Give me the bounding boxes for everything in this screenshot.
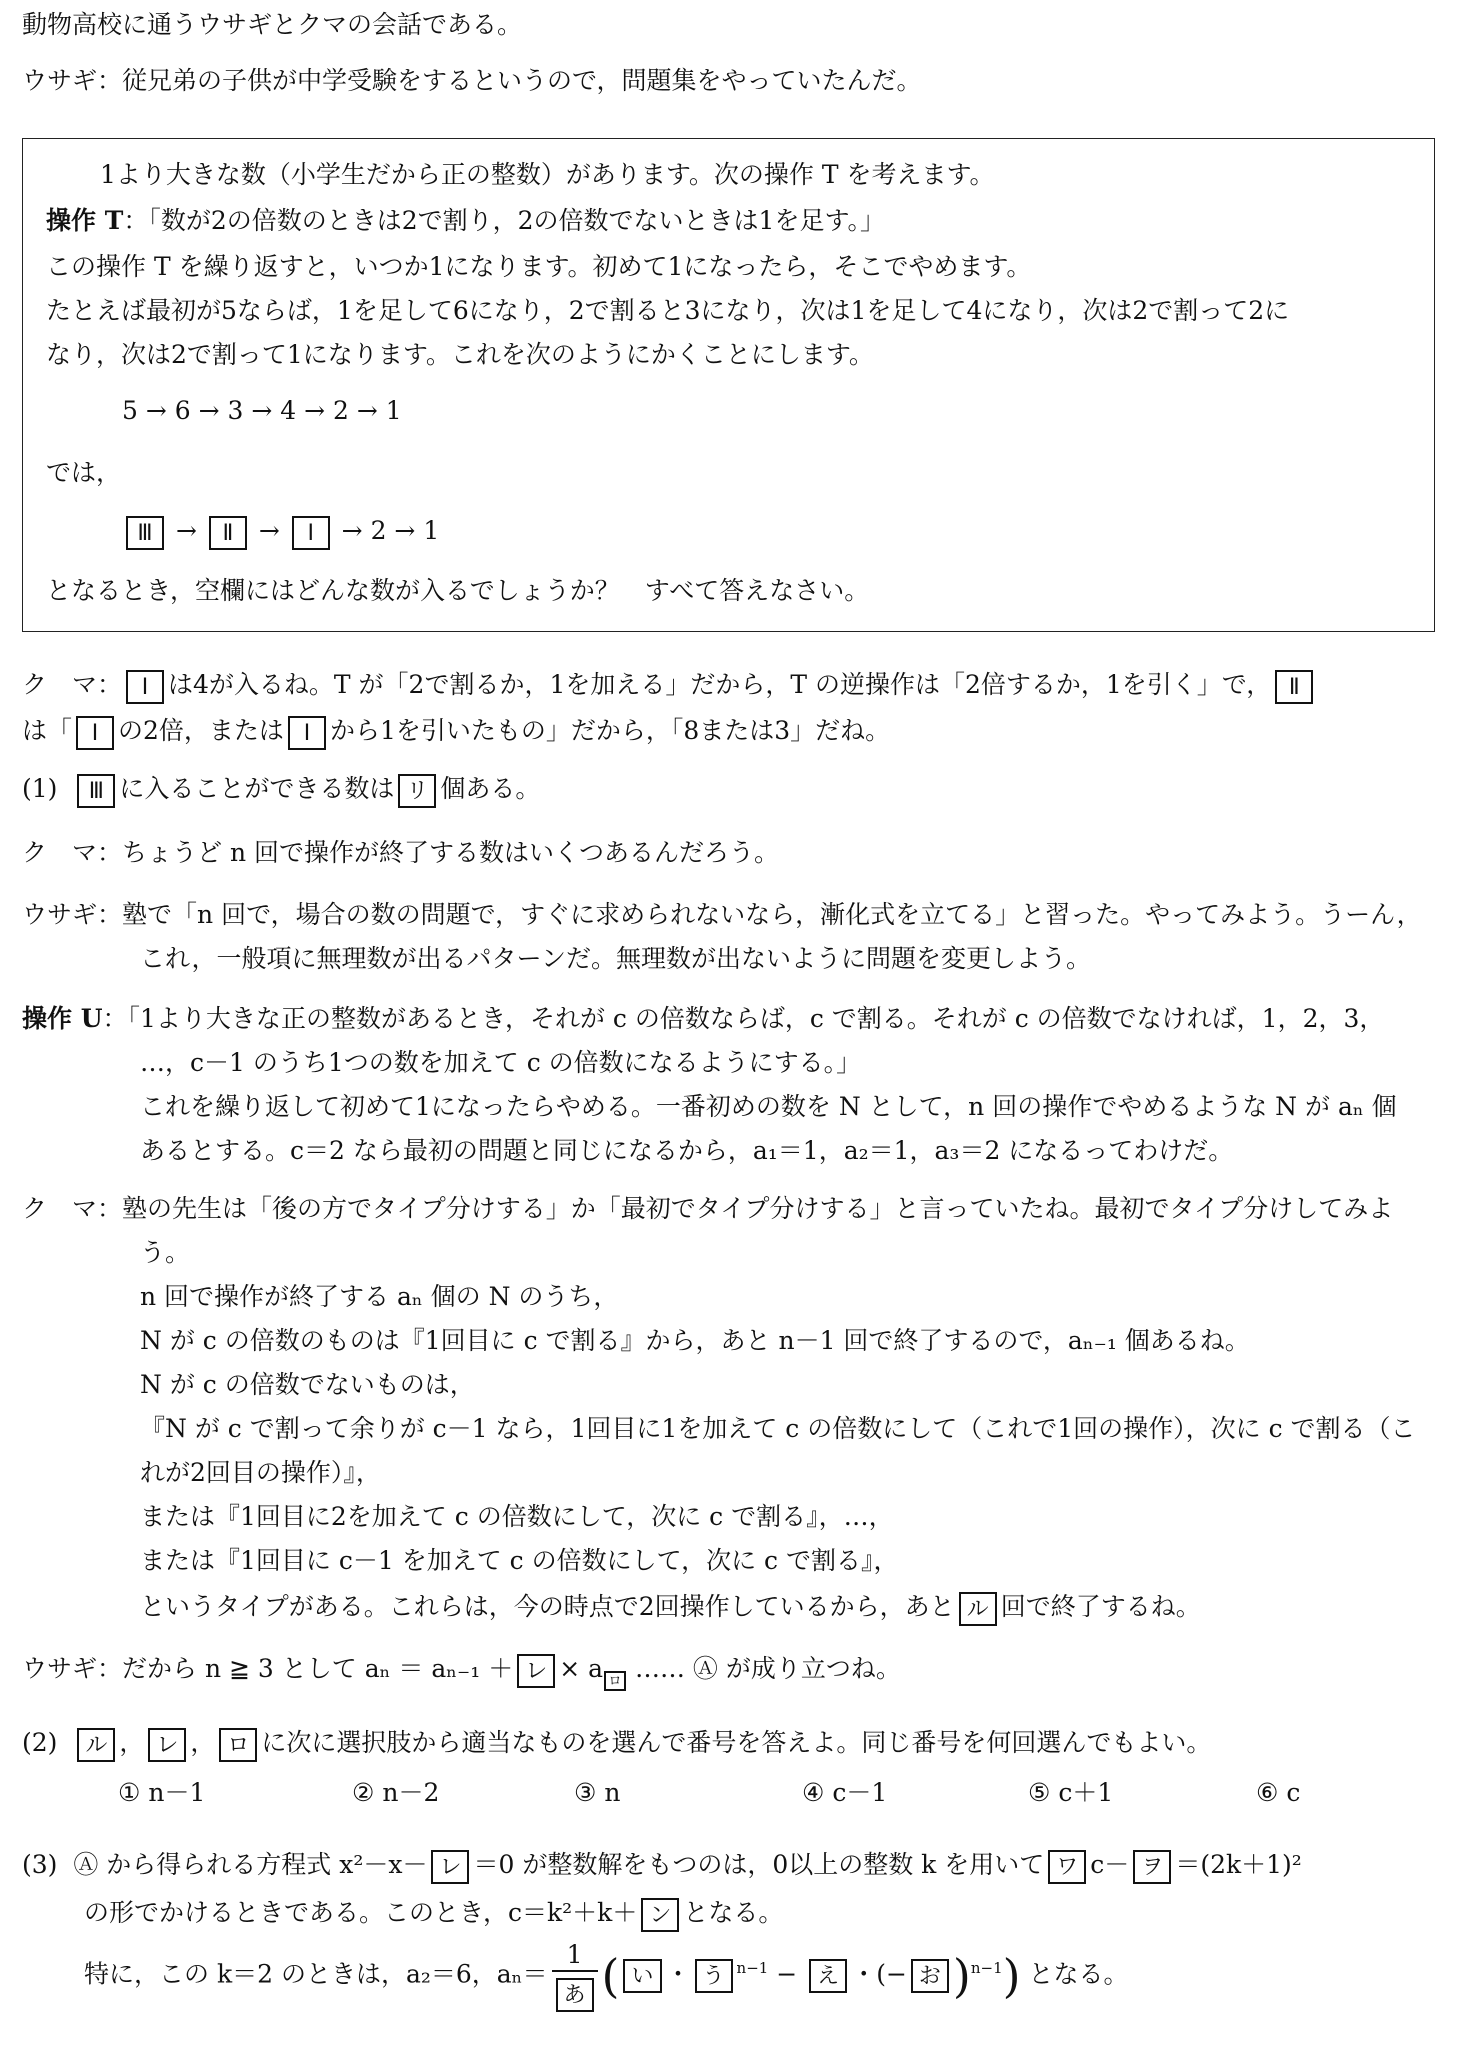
answer-box-ro: ロ — [219, 1728, 257, 1762]
minus: − — [776, 1959, 798, 1989]
question-text: となる。 — [683, 1898, 784, 1927]
kuma-text: 回で終了するね。 — [1000, 1592, 1201, 1621]
answer-box-n: ン — [641, 1898, 679, 1932]
exponent: n−1 — [970, 1958, 1003, 1977]
usagi-line-3 — [22, 1650, 901, 1691]
problem-then: では， — [46, 458, 122, 487]
answer-box-wo: ヲ — [1133, 1850, 1171, 1884]
kuma-text: というタイプがある。これらは，今の時点で2回操作しているから，あと — [140, 1592, 955, 1621]
kuma-line-6: n 回で操作が終了する aₙ 個の N のうち， — [140, 1282, 619, 1311]
blank-I: Ⅰ — [292, 516, 330, 550]
kuma-text: は「 — [22, 716, 73, 745]
question-text: の形でかけるときである。このとき，c＝k²＋k＋ — [84, 1898, 638, 1927]
answer-box-u: う — [695, 1959, 733, 1993]
kuma-line-7: N が c の倍数のものは『1回目に c で割る』から，あと n－1 回で終了するので，aₙ₋₁ 個あるね。 — [140, 1326, 1250, 1355]
answer-box-ru: ル — [77, 1728, 115, 1762]
answer-box-e: え — [809, 1959, 847, 1993]
blank-II: Ⅱ — [1275, 670, 1313, 704]
usagi-text: 塾で「n 回で，場合の数の問題で，すぐに求められないなら，漸化式を立てる」と習った。やってみよう。うーん， — [122, 900, 1422, 929]
blank-I: Ⅰ — [288, 716, 326, 750]
question-text: に次に選択肢から適当なものを選んで番号を答えよ。同じ番号を何回選んでもよい。 — [261, 1728, 1212, 1757]
kuma-text: ちょうど n 回で操作が終了する数はいくつあるんだろう。 — [122, 838, 780, 867]
operation-t-label: 操作 T — [46, 206, 124, 235]
answer-box-o: お — [911, 1959, 949, 1993]
answer-box-re: レ — [517, 1654, 555, 1688]
kuma-line-12: または『1回目に c－1 を加えて c の倍数にして，次に c で割る』， — [140, 1546, 899, 1575]
problem-line-5: なり，次は2で割って1になります。これを次のようにかくことにします。 — [46, 340, 874, 369]
kuma-line-5: う。 — [140, 1238, 191, 1267]
example-chain: 5 → 6 → 3 → 4 → 2 → 1 — [122, 396, 402, 425]
blank-chain — [122, 512, 439, 550]
question-text: となる。 — [1028, 1959, 1129, 1989]
speaker-usagi: ウサギ： — [22, 1654, 123, 1683]
kuma-line-1 — [22, 666, 1317, 704]
paren-right: ) — [952, 1948, 971, 2003]
answer-box-re: レ — [148, 1728, 186, 1762]
choice-3: ③ n — [574, 1778, 621, 1807]
question-number: (2) — [22, 1728, 58, 1757]
colon: ： — [102, 1004, 128, 1033]
kuma-line-13 — [140, 1588, 1201, 1626]
answer-box-a: あ — [556, 1978, 594, 2012]
neg-open: ・(− — [851, 1959, 907, 1989]
choice-1: ① n－1 — [118, 1778, 206, 1807]
answer-box-ro: ロ — [604, 1671, 626, 1691]
kuma-text: は4が入るね。T が「2で割るか，1を加える」だから，T の逆操作は「2倍するか，1を引く」で， — [168, 670, 1272, 699]
usagi-text: × a — [559, 1654, 604, 1683]
question-text: 特に，この k＝2 のときは，a₂＝6，aₙ＝ — [84, 1959, 548, 1989]
usagi-text: …… Ⓐ が成り立つね。 — [634, 1654, 901, 1683]
question-number: (1) — [22, 774, 58, 803]
question-text: c－ — [1090, 1850, 1130, 1879]
speaker-kuma: ク マ： — [22, 670, 123, 699]
choice-2: ② n－2 — [352, 1778, 440, 1807]
operation-u-line-4: あるとする。c＝2 なら最初の問題と同じになるから，a₁＝1，a₂＝1，a₃＝2 になるってわけだ。 — [140, 1136, 1234, 1165]
problem-line-4: たとえば最初が5ならば，1を足して6になり，2で割ると3になり，次は1を足して4になり，次は2で割って2に — [46, 296, 1290, 325]
paren-right: ) — [1002, 1948, 1021, 2003]
kuma-line-11: または『1回目に2を加えて c の倍数にして，次に c で割る』，…， — [140, 1502, 894, 1531]
comma: ， — [119, 1728, 145, 1757]
speaker-usagi: ウサギ： — [22, 900, 123, 929]
kuma-text: の2倍，または — [118, 716, 284, 745]
question-3-line-2 — [84, 1894, 783, 1932]
intro-line-1: 動物高校に通うウサギとクマの会話である。 — [22, 10, 523, 39]
question-text: ＝0 が整数解をもつのは，0以上の整数 k を用いて — [473, 1850, 1045, 1879]
usagi-line-2: これ，一般項に無理数が出るパターンだ。無理数が出ないように問題を変更しよう。 — [140, 944, 1092, 973]
operation-u-line-1 — [22, 1000, 1384, 1038]
question-2 — [22, 1724, 1211, 1762]
operation-u-line-3: これを繰り返して初めて1になったらやめる。一番初めの数を N として，n 回の操作でやめるような N が aₙ 個 — [140, 1092, 1397, 1121]
choice-4: ④ c－1 — [802, 1778, 888, 1807]
problem-line-3: この操作 T を繰り返すと，いつか1になります。初めて1になったら，そこでやめます。 — [46, 252, 1032, 281]
answer-box-i: い — [623, 1959, 661, 1993]
speaker-kuma: ク マ： — [22, 838, 123, 867]
operation-u-label: 操作 U — [22, 1004, 103, 1033]
fraction-numerator: 1 — [552, 1940, 598, 1972]
kuma-line-9: 『N が c で割って余りが c－1 なら，1回目に1を加えて c の倍数にして（これで1回の操作），次に c で割る（こ — [140, 1414, 1416, 1443]
question-text: 個ある。 — [440, 774, 541, 803]
question-text: ＝(2k＋1)² — [1175, 1850, 1302, 1879]
problem-line-2 — [46, 202, 885, 240]
operation-t-text: ：「数が2の倍数のときは2で割り，2の倍数でないときは1を足す。」 — [123, 206, 885, 235]
blank-II: Ⅱ — [209, 516, 247, 550]
answer-box-ri: リ — [398, 774, 436, 808]
question-1 — [22, 770, 540, 808]
problem-question: となるとき，空欄にはどんな数が入るでしょうか？ すべて答えなさい。 — [46, 576, 870, 605]
answer-box-wa: ワ — [1048, 1850, 1086, 1884]
paren-left: ( — [601, 1948, 620, 2003]
arrow: → — [175, 516, 197, 545]
answer-box-ru: ル — [959, 1592, 997, 1626]
exponent: n−1 — [736, 1958, 769, 1977]
blank-I: Ⅰ — [76, 716, 114, 750]
question-number: (3) — [22, 1850, 58, 1879]
usagi-text: だから n ≧ 3 として aₙ ＝ aₙ₋₁ ＋ — [122, 1654, 514, 1683]
kuma-text: から1を引いたもの」だから，「8または3」だね。 — [329, 716, 891, 745]
blank-I: Ⅰ — [126, 670, 164, 704]
question-text: に入ることができる数は — [119, 774, 395, 803]
choice-6: ⑥ c — [1256, 1778, 1301, 1807]
answer-box-re: レ — [431, 1850, 469, 1884]
problem-line-1: 1より大きな数（小学生だから正の整数）があります。次の操作 T を考えます。 — [100, 160, 995, 189]
fraction — [552, 1940, 598, 2012]
intro-line-2: ウサギ：従兄弟の子供が中学受験をするというので，問題集をやっていたんだ。 — [22, 66, 922, 95]
usagi-line-1 — [22, 896, 1422, 934]
kuma-line-4 — [22, 1190, 1393, 1228]
blank-III: Ⅲ — [77, 774, 115, 808]
question-3-line-3 — [84, 1940, 1129, 2012]
question-3-line-1 — [22, 1846, 1302, 1884]
chain-tail: → 2 → 1 — [341, 516, 440, 545]
kuma-text: 塾の先生は「後の方でタイプ分けする」か「最初でタイプ分けする」と言っていたね。最初でタイプ分けしてみよ — [122, 1194, 1394, 1223]
comma: ， — [190, 1728, 216, 1757]
speaker-kuma: ク マ： — [22, 1194, 123, 1223]
question-text: Ⓐ から得られる方程式 x²－x－ — [73, 1850, 428, 1879]
choice-5: ⑤ c＋1 — [1028, 1778, 1114, 1807]
kuma-line-8: N が c の倍数でないものは， — [140, 1370, 475, 1399]
arrow: → — [258, 516, 280, 545]
dot: ・ — [665, 1959, 691, 1989]
kuma-line-10: れが2回目の操作）』， — [140, 1458, 381, 1487]
kuma-line-2 — [22, 712, 890, 750]
blank-III: Ⅲ — [126, 516, 164, 550]
operation-u-line-2: …，c－1 のうち1つの数を加えて c の倍数になるようにする。」 — [140, 1048, 862, 1077]
operation-u-text: 「1より大きな正の整数があるとき，それが c の倍数ならば，c で割る。それが c の倍数でなければ，1，2，3， — [127, 1004, 1385, 1033]
kuma-line-3 — [22, 834, 779, 872]
